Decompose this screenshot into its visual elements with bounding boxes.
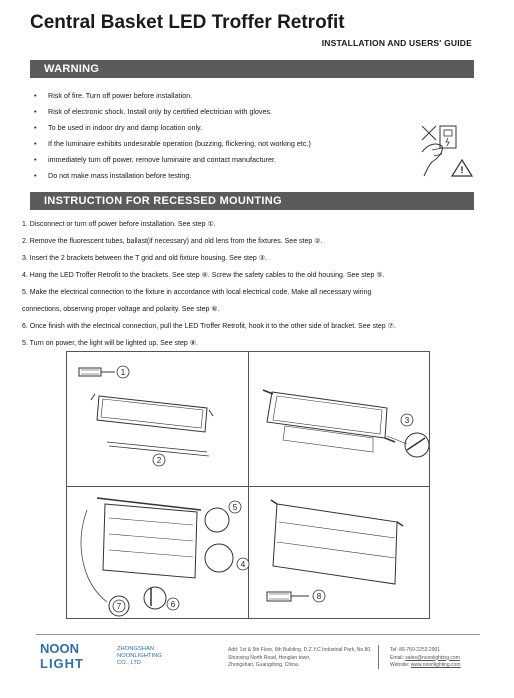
callout-8: 8 [316, 592, 322, 601]
callout-5: 5 [232, 503, 238, 512]
logo-line-1: NOON [40, 641, 79, 656]
warning-item: • Risk of electronic shock. Install only by certified electrician with gloves. [34, 104, 404, 120]
electric-shock-warning-icon [418, 122, 476, 180]
callout-4: 4 [240, 560, 246, 569]
instruction-step: 5. Turn on power, the light will be lighted up. See step ⑧. [22, 340, 198, 347]
warning-heading: WARNING [30, 60, 474, 78]
callout-3: 3 [404, 416, 410, 425]
footer-separator [378, 645, 379, 669]
company-contact: Tel: 86-760-2253 2901 Email: sales@noonlighting.com Website: www.noonlighting.com [390, 647, 461, 668]
document-title: Central Basket LED Troffer Retrofit [30, 12, 345, 33]
instruction-step: 5. Make the electrical connection to the fixture in accordance with local electrical code. Make all necessary wiring [22, 289, 372, 296]
noon-light-logo [40, 641, 114, 669]
instruction-step: 2. Remove the fluorescent tubes, ballast(if necessary) and old lens from the fixtures. See step ②. [22, 238, 323, 245]
instruction-step: connections, observing proper voltage and polarity. See step ⑥. [22, 306, 220, 313]
warning-list [34, 88, 404, 184]
warning-item: • If the luminaire exhibits undesirable operation (buzzing, flickering, not working etc.) [34, 136, 404, 152]
warning-item: • immediately turn off power, remove luminaire and contact manufacturer. [34, 152, 404, 168]
instruction-heading: INSTRUCTION FOR RECESSED MOUNTING [30, 192, 474, 210]
svg-text:!: ! [460, 165, 464, 175]
warning-item: • Do not make mass installation before testing. [34, 168, 404, 184]
instruction-step: 1. Disconnect or turn off power before installation. See step ①. [22, 221, 216, 228]
callout-6: 6 [170, 600, 176, 609]
step-2-fixture-illustration [91, 394, 213, 456]
footer-divider [36, 634, 480, 635]
instruction-step: 6. Once finish with the electrical connection, pull the LED Troffer Retrofit, hook it to the other side of bracket. See step ⑦. [22, 323, 396, 330]
telephone: Tel: 86-760-2253 2901 [390, 647, 441, 653]
callout-7: 7 [116, 602, 122, 611]
email-link[interactable]: sales@noonlighting.com [405, 654, 460, 661]
step-7-finished-fixture-illustration [271, 500, 403, 584]
step-1-switch-illustration [79, 368, 115, 376]
diagram-illustration [67, 352, 429, 618]
warning-item: • To be used in indoor dry and damp location only. [34, 120, 404, 136]
logo-line-2: LIGHT [40, 656, 84, 669]
instruction-step: 3. Insert the 2 brackets between the T grid and old fixture housing. See step ③. [22, 255, 267, 262]
company-name: ZHONGSHAN NOONLIGHTING CO., LTD [117, 646, 162, 666]
warning-item: • Risk of fire. Turn off power before installation. [34, 88, 404, 104]
callout-2: 2 [156, 456, 162, 465]
step-4-hanging-illustration [81, 498, 233, 616]
company-address: Add: 1st & 5th Floor, 6th Building, D.Z.Y.C Industrial Park, No.80, Shunxing North Road, Henglan town, Zhongshan, Guangdong, China. [228, 647, 372, 668]
website-link[interactable]: www.noonlighting.com [410, 662, 461, 668]
callout-1: 1 [120, 368, 126, 377]
document-subtitle: INSTALLATION AND USERS' GUIDE [321, 38, 472, 48]
step-8-switch-illustration [267, 592, 309, 601]
instruction-step: 4. Hang the LED Troffer Retrofit to the brackets. See step ④. Screw the safety cables to the old housing. See step ⑤. [22, 272, 385, 279]
instruction-steps [22, 216, 494, 352]
installation-diagram [66, 351, 430, 619]
